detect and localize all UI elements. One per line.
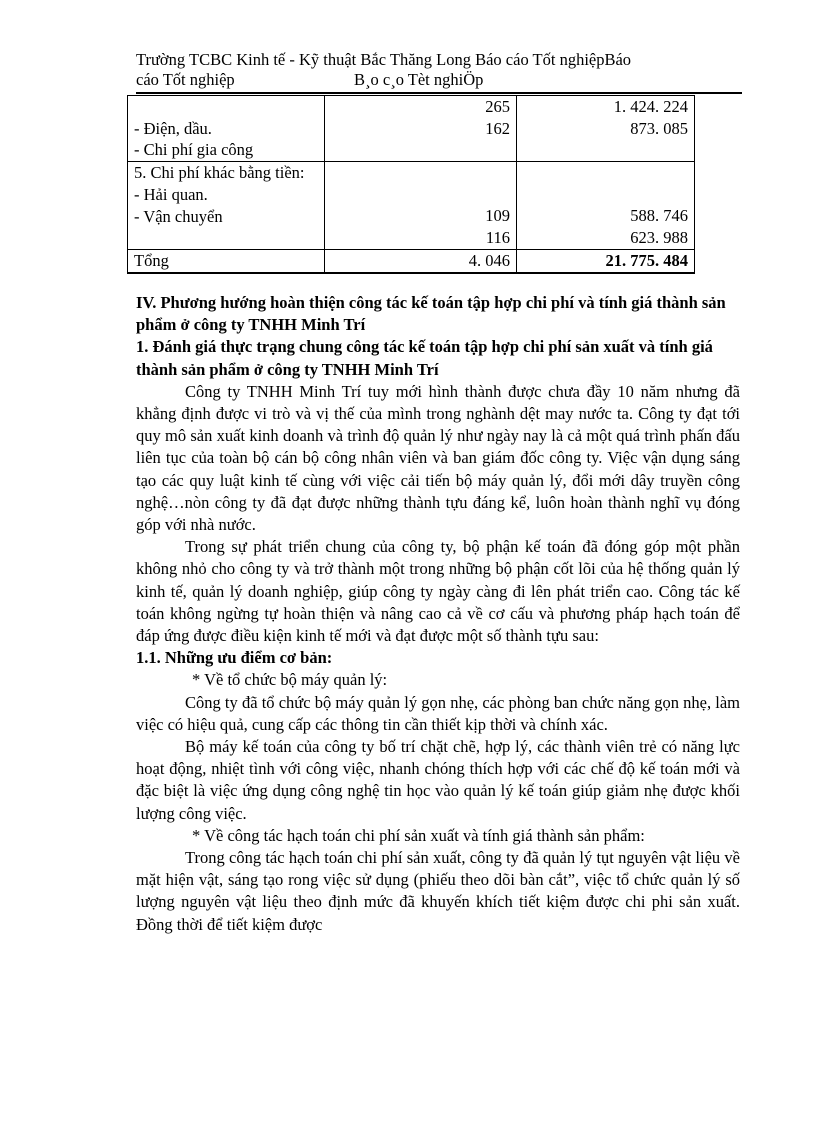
table-row [128,96,695,162]
table-cell-label: - Điện, dầu. - Chi phí gia công [128,96,325,162]
subsection-heading: 1.1. Những ưu điểm cơ bản: [136,648,333,668]
paragraph: Bộ máy kế toán của công ty bố trí chặt chẽ, hợp lý, các thành viên trẻ có năng lực hoạt động, nhiệt tình với công việc, nhanh chóng thích hợp với các chế độ kế toán mới và đặc biệt là việc ứng dụng công nghệ tin học vào quản lý kế toán giúp giảm nhẹ được khối lượng công việc. [136,737,740,823]
header-line-2 [136,70,736,90]
total-amount: 21. 775. 484 [517,249,695,272]
section-title: IV. Phương hướng hoàn thiện công tác kế toán tập hợp chi phí và tính giá thành sản phẩm ở công ty TNHH Minh Trí [136,293,726,335]
table-cell-amount: 1. 424. 224 873. 085 [517,96,695,162]
table-cell-label: 5. Chi phí khác bằng tiền: - Hải quan. - Vận chuyển [128,162,325,250]
bullet-heading: * Về tổ chức bộ máy quản lý: [192,670,388,690]
table-cell-qty: 109 116 [325,162,517,250]
paragraph: Trong sự phát triển chung của công ty, bộ phận kế toán đã đóng góp một phần không nhỏ cho công ty và trở thành một trong những bộ phận cốt lõi của hệ thống quản lý kinh tế, quản lý doanh nghiệp, giúp công ty ngày càng đi lên phát triển cao. Công tác kế toán không ngừng tự hoàn thiện và nâng cao cả về cơ cấu và phương pháp hạch toán để đáp ứng được điều kiện kinh tế mới và đạt được một số thành tựu sau: [136,537,740,646]
total-label: Tổng [128,249,325,272]
table-cell-amount: 588. 746 623. 988 [517,162,695,250]
cost-table [127,95,695,274]
page-header [136,50,736,90]
subsection-title: 1. Đánh giá thực trạng chung công tác kế toán tập hợp chi phí sản xuất và tính giá thành sản phẩm ở công ty TNHH Minh Trí [136,337,713,379]
table-total-row [128,249,695,272]
paragraph: Công ty TNHH Minh Trí tuy mới hình thành được chưa đầy 10 năm nhưng đã khẳng định được vi trò và vị thế của mình trong nghành dệt may nước ta. Công ty đạt tới quy mô sản xuất kinh doanh và trình độ quản lý như ngày nay là cả một quá trình phấn đấu liên tục của toàn bộ cán bộ công nhân viên và ban giám đốc công ty. Việc vận dụng sáng tạo các quy luật kinh tế cùng với việc cải tiến bộ máy quản lý, đổi mới dây truyền công nghệ…nòn công ty đã đạt được những thành tựu đáng kể, luôn hoàn thành nghĩ vụ đóng góp với nhà nước. [136,381,740,535]
table-cell-qty: 265 162 [325,96,517,162]
header-line-1: Trường TCBC Kinh tế - Kỹ thuật Bắc Thăng Long Báo cáo Tốt nghiệpBáo [136,50,632,69]
header-rule [136,92,742,94]
header-line-2b: B¸o c¸o Tèt nghiÖp [354,70,484,89]
bullet-heading: * Về công tác hạch toán chi phí sản xuất và tính giá thành sản phẩm: [192,825,645,845]
total-qty: 4. 046 [325,249,517,272]
paragraph: Công ty đã tổ chức bộ máy quản lý gọn nhẹ, các phòng ban chức năng gọn nhẹ, làm việc có hiệu quả, cung cấp các thông tin cần thiết kịp thời và chính xác. [136,692,740,734]
paragraph: Trong công tác hạch toán chi phí sản xuất, công ty đã quản lý tụt nguyên vật liệu về mặt hiện vật, sáng tạo rong việc sử dụng (phiếu theo dõi bàn cắt”, việc tổ chức quản lý số lượng nguyên vật liệu theo định mức đã khuyến khích tiết kiệm được chi phi sản xuất. Đồng thời để tiết kiệm được [136,848,740,934]
table-row [128,162,695,250]
header-line-2a: cáo Tốt nghiệp [136,70,235,89]
document-body [136,292,740,936]
